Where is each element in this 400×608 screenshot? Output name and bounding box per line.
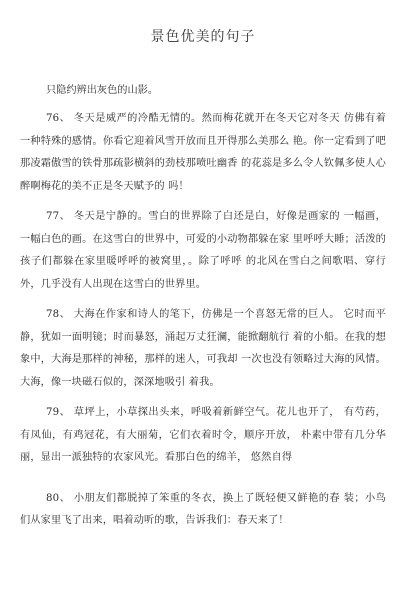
paragraph-80: 80、 小朋友们都脱掉了笨重的冬衣，换上了既轻便又鲜艳的春 装；小鸟们从家里飞了出来，唱着动听的歌，告诉我们：春天来了！ [20,492,386,526]
lead-line: 只隐约辨出灰色的山影。 [46,85,159,96]
paragraph-79: 79、 草坪上，小草探出头来，呼吸着新鲜空气。花儿也开了， 有芍药，有凤仙，有鸡冠花，有大丽菊，它们衣着时令，顺序开放， 朴素中带有几分华丽，显出一派独特的农家风光。看那白色的绵羊， 悠然自得 [20,407,386,463]
paragraph-78: 78、 大海在作家和诗人的笔下，仿佛是一个喜怒无常的巨人。 它时而平静，犹如一面明镜；时而暴怒，涌起万丈狂澜，能掀翻航行 着的小船。在我的想象中，大海是那样的神秘，那样的迷人，可我却 一次也没有领略过大海的风情。大海，像一块磁石似的，深深地吸引 着我。 [20,309,386,388]
paragraph-76: 76、 冬天是威严的冷酷无情的。然而梅花就开在冬天它对冬天 仿佛有着一种特殊的感情。你看它迎着风雪开放而且开得那么美那么 艳。你一定看到了吧那凌霜傲雪的铁骨那疏影横斜的劲枝那喷吐幽香 的花蕊是多么令人钦佩多使人心醉啊梅花的美不正是冬天赋予的 吗！ [20,113,386,192]
paragraph-77: 77、 冬天是宁静的。雪白的世界除了白还是白，好像是画家的 一幅画，一幅白色的画。在这雪白的世界中，可爱的小动物都躲在家 里呼呼大睡；活泼的孩子们都躲在家里暖呼呼的被窝里，。除了呼呼 的北风在雪白之间歌唱、穿行外，几乎没有人出现在这雪白的世界里。 [20,211,386,290]
page-title: 景色优美的句子 [150,29,256,45]
document-body [20,80,386,533]
